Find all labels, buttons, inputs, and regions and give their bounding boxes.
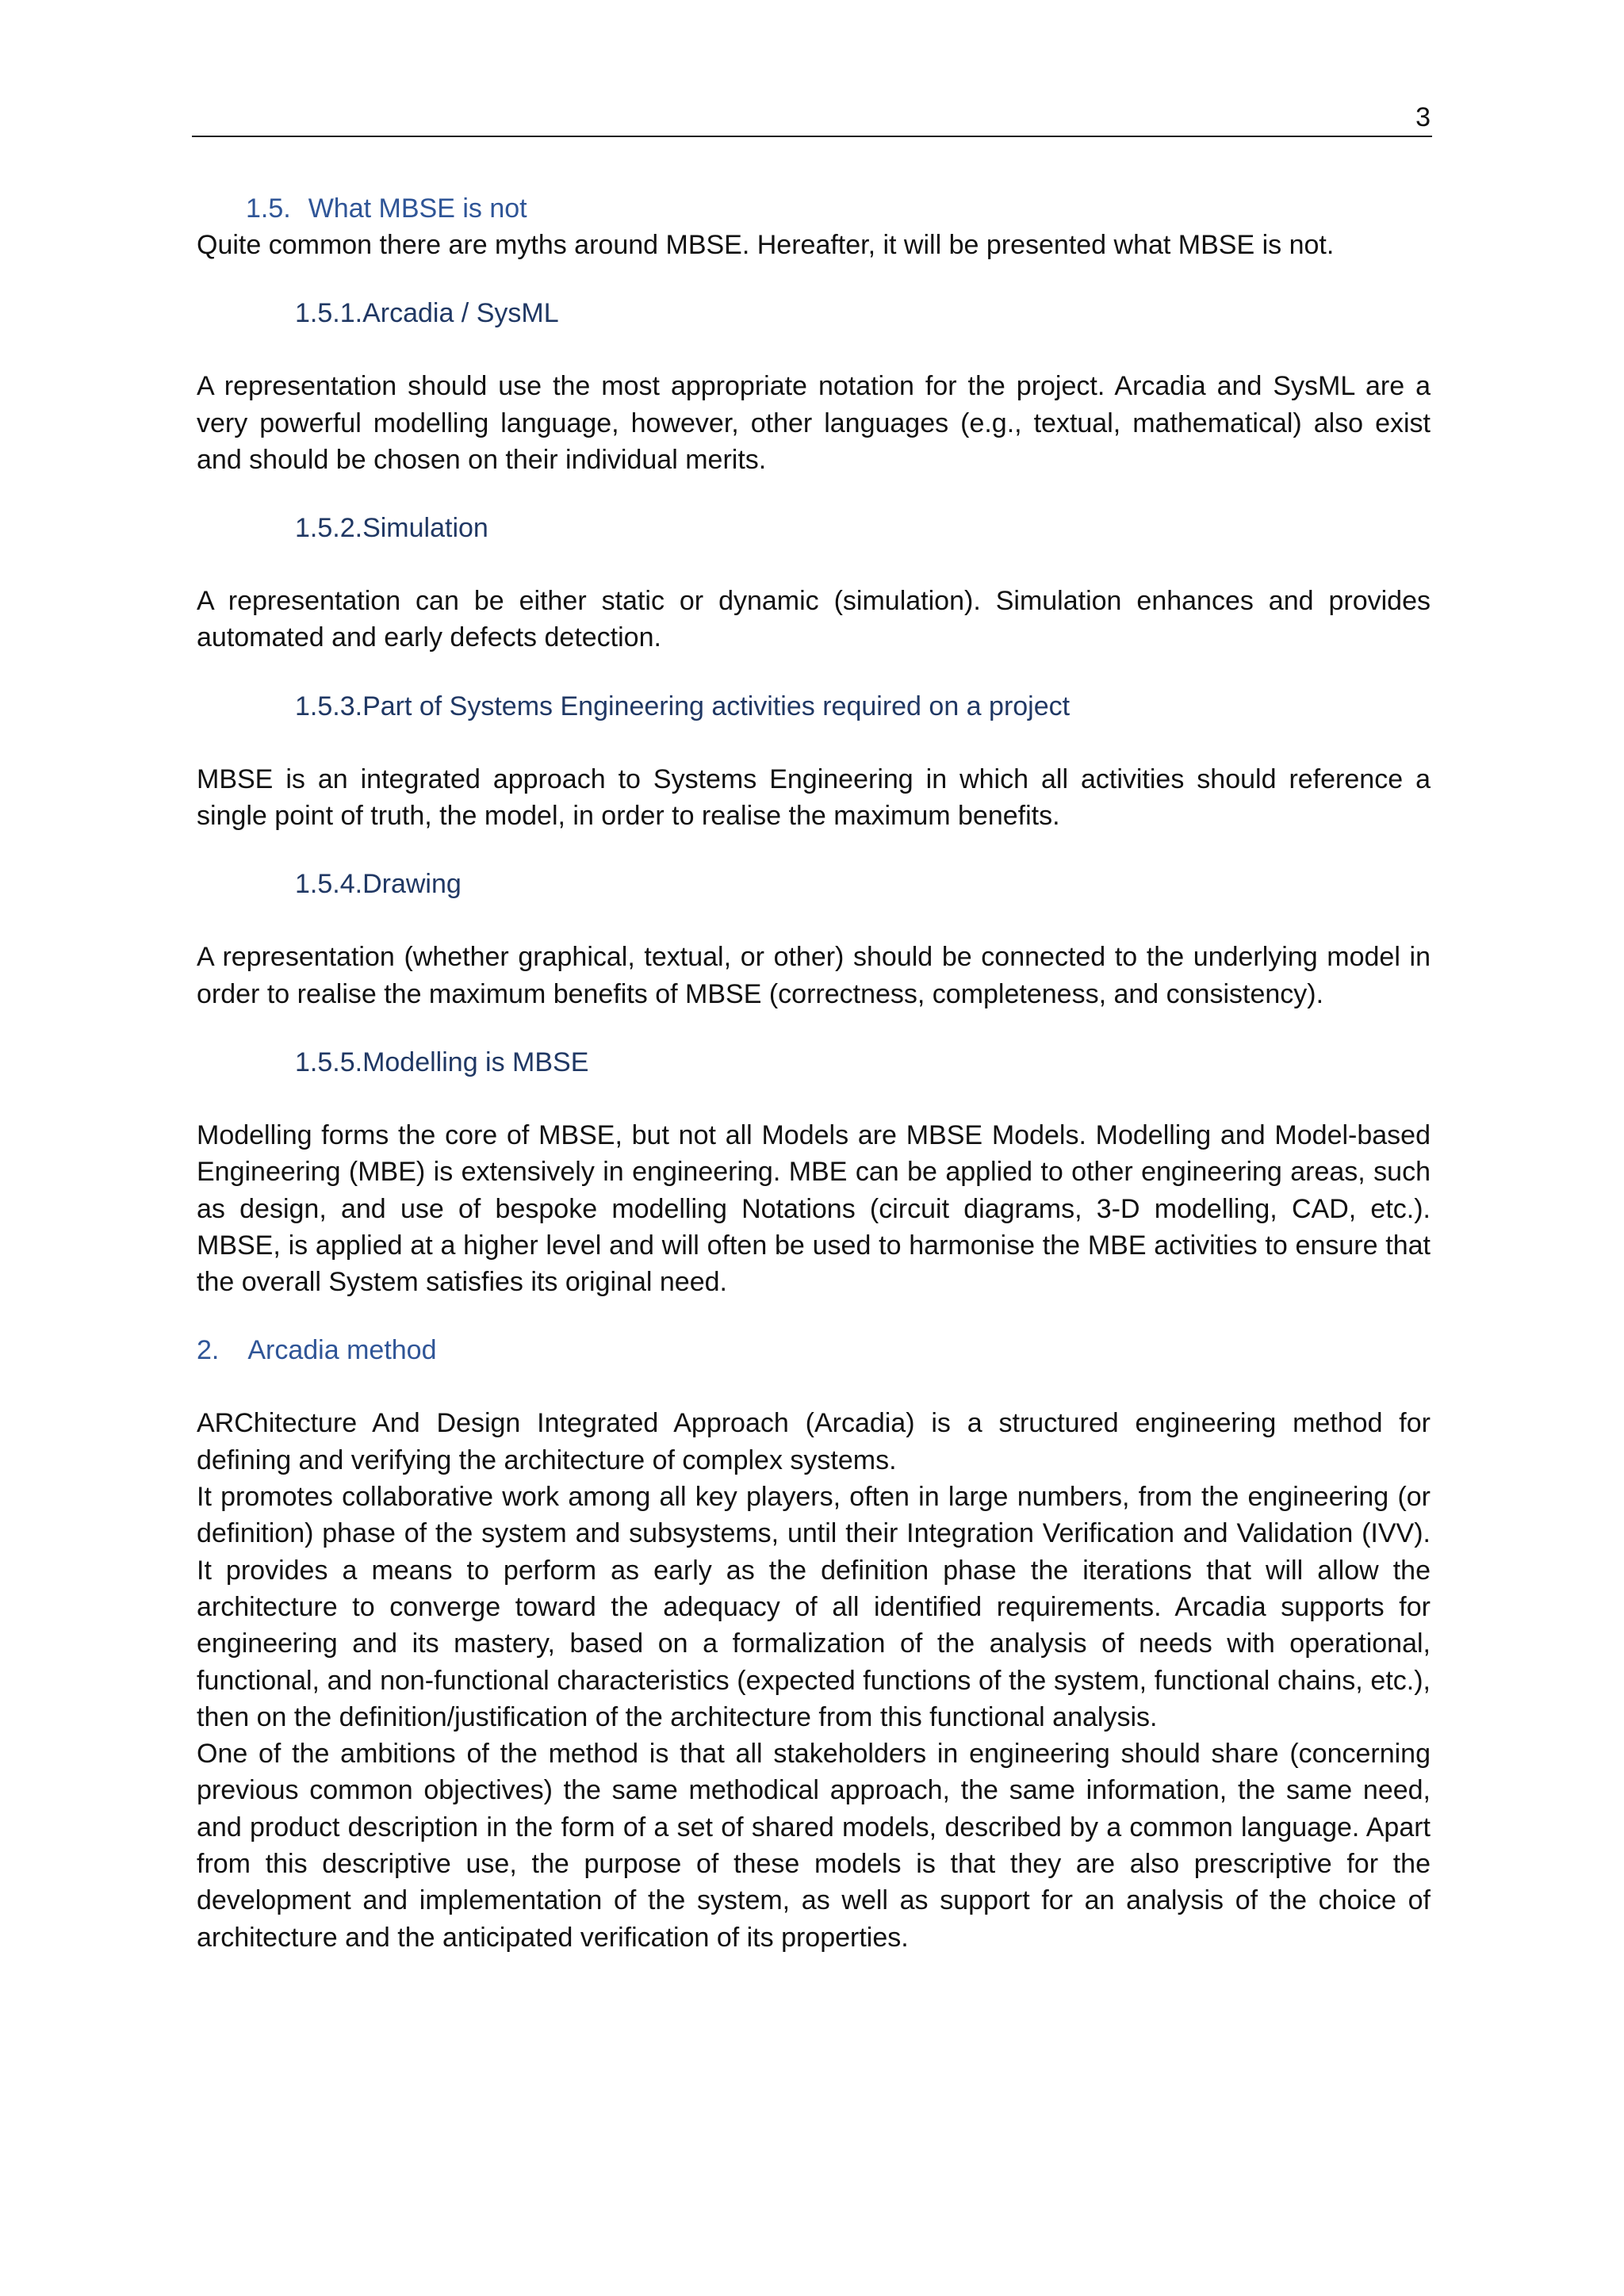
subsection-number: 1.5.3. [295,691,363,721]
subsection-heading-1-5-4 [295,866,1431,902]
page-content [197,190,1431,1956]
page-number: 3 [1415,102,1431,132]
subsection-number: 1.5.1. [295,298,363,329]
subsection-heading-1-5-2 [295,510,1431,546]
section-number: 1.5. [246,193,291,224]
subsection-body: Modelling forms the core of MBSE, but not all Models are MBSE Models. Modelling and Model-based Engineering (MBE) is extensively in engineering. MBE can be applied to other engineering areas, such as design, and use of bespoke modelling Notations (circuit diagrams, 3-D modelling, CAD, etc.). MBSE, is applied at a higher level and will often be used to harmonise the MBE activities to ensure that the overall System satisfies its original need. [197,1119,1431,1298]
subsection-title: Simulation [362,513,488,544]
subsection-number: 1.5.4. [295,869,363,900]
subsection-body: MBSE is an integrated approach to Systems Engineering in which all activities should reference a single point of truth, the model, in order to realise the maximum benefits. [197,763,1431,832]
section-heading-2 [197,1332,1431,1368]
subsection-title: Drawing [362,869,462,900]
section-title: Arcadia method [247,1335,437,1366]
section-paragraph: One of the ambitions of the method is that all stakeholders in engineering should share (concerning previous common objectives) the same methodical approach, the same information, the same need, and product description in the form of a set of shared models, described by a common language. Apart from this descriptive use, the purpose of these models is that they are also prescriptive for the development and implementation of the system, as well as support for an analysis of the choice of architecture and the anticipated verification of its properties. [197,1739,1431,1953]
section-paragraph: It promotes collaborative work among all key players, often in large numbers, from the engineering (or definition) phase of the system and subsystems, until their Integration Verification and Validation (IVV). It provides a means to perform as early as the definition phase the iterations that will allow the architecture to converge toward the adequacy of all identified requirements. Arcadia supports for engineering and its mastery, based on a formalization of the analysis of needs with operational, functional, and non-functional characteristics (expected functions of the system, functional chains, etc.), then on the definition/justification of the architecture from this functional analysis. [197,1482,1431,1732]
subsection-body: A representation (whether graphical, textual, or other) should be connected to the underlying model in order to realise the maximum benefits of MBSE (correctness, completeness, and consistency). [197,942,1431,1009]
subsection-title: Arcadia / SysML [362,298,559,329]
subsection-title: Part of Systems Engineering activities required on a project [362,691,1071,721]
subsection-heading-1-5-5 [295,1044,1431,1081]
section-number: 2. [197,1335,220,1366]
subsection-title: Modelling is MBSE [362,1047,589,1077]
subsection-heading-1-5-3 [295,688,1431,725]
subsection-number: 1.5.2. [295,513,363,544]
subsection-body: A representation can be either static or dynamic (simulation). Simulation enhances and provides automated and early defects detection. [197,586,1431,653]
section-intro: Quite common there are myths around MBSE. Hereafter, it will be presented what MBSE is not. [197,230,1335,260]
section-heading-1-5 [246,190,1431,227]
subsection-number: 1.5.5. [295,1047,363,1077]
header-rule [192,136,1432,137]
section-title: What MBSE is not [308,193,527,224]
subsection-heading-1-5-1 [295,295,1431,331]
section-paragraph: ARChitecture And Design Integrated Approach (Arcadia) is a structured engineering method for defining and verifying the architecture of complex systems. [197,1408,1431,1475]
subsection-body: A representation should use the most appropriate notation for the project. Arcadia and SysML are a very powerful modelling language, however, other languages (e.g., textual, mathematical) also exist and should be chosen on their individual merits. [197,371,1431,475]
